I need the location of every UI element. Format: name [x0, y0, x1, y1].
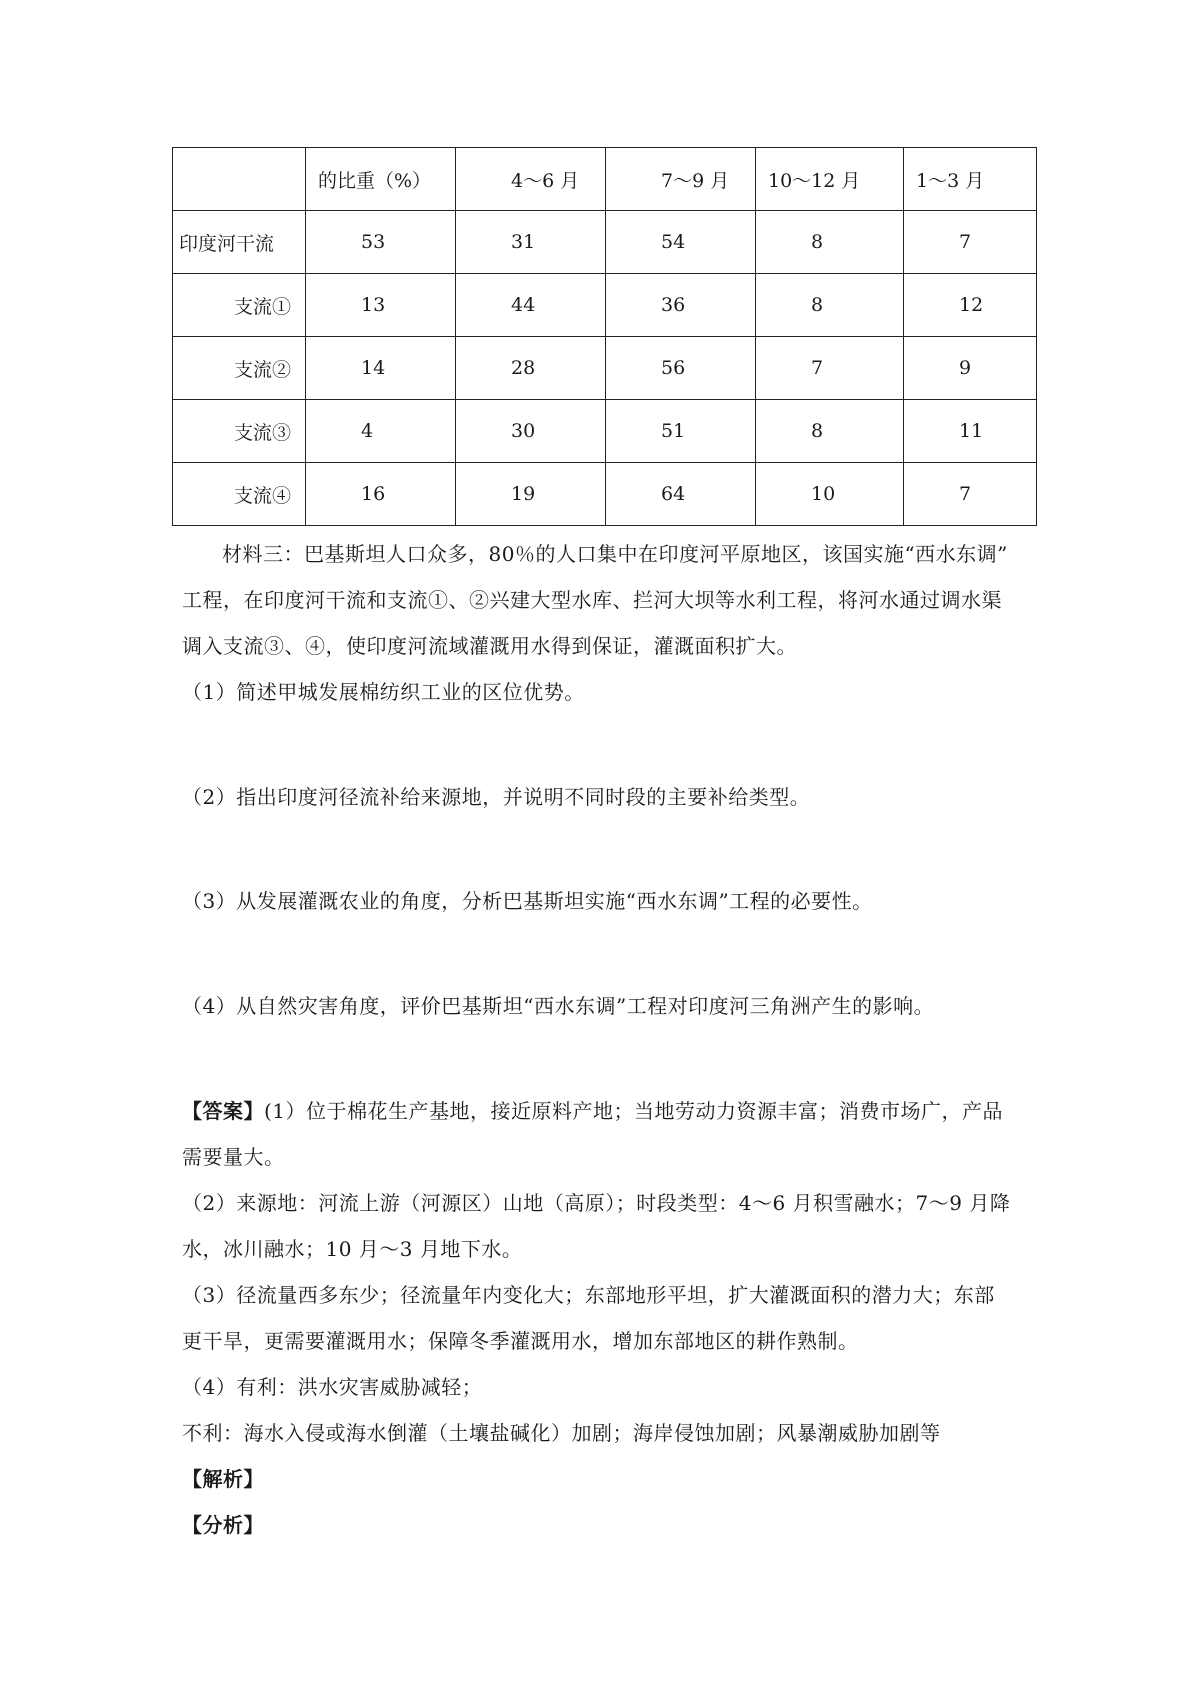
table-cell: 13 [306, 274, 456, 337]
table-row [173, 463, 1037, 526]
table-header-row [173, 148, 1037, 211]
table-cell: 44 [456, 274, 606, 337]
answer-text: (1）位于棉花生产基地，接近原料产地；当地劳动力资源丰富；消费市场广，产品 [264, 1099, 1004, 1123]
answer-line: （3）径流量西多东少；径流量年内变化大；东部地形平坦，扩大灌溉面积的潜力大；东部 [182, 1283, 995, 1307]
row-label: 支流④ [173, 463, 306, 526]
table-header-cell: 10～12 月 [756, 148, 904, 211]
table-cell: 54 [606, 211, 756, 274]
table-row [173, 337, 1037, 400]
table-cell: 11 [904, 400, 1037, 463]
table-row [173, 211, 1037, 274]
table-cell: 9 [904, 337, 1037, 400]
table-row [173, 274, 1037, 337]
row-label: 支流① [173, 274, 306, 337]
answer-line: 水，冰川融水；10 月～3 月地下水。 [182, 1237, 523, 1261]
question-2: （2）指出印度河径流补给来源地，并说明不同时段的主要补给类型。 [182, 785, 811, 809]
row-label: 支流③ [173, 400, 306, 463]
analysis-label: 【解析】 [182, 1467, 264, 1491]
material3-line: 工程，在印度河干流和支流①、②兴建大型水库、拦河大坝等水利工程，将河水通过调水渠 [182, 588, 1002, 612]
runoff-table [172, 147, 1037, 526]
answer-line: 不利：海水入侵或海水倒灌（土壤盐碱化）加剧；海岸侵蚀加剧；风暴潮威胁加剧等 [182, 1421, 941, 1445]
table-cell: 28 [456, 337, 606, 400]
table-cell: 7 [904, 463, 1037, 526]
table-cell: 53 [306, 211, 456, 274]
table-header-cell: 7～9 月 [606, 148, 756, 211]
table-cell: 16 [306, 463, 456, 526]
table-cell: 12 [904, 274, 1037, 337]
fenxi-label: 【分析】 [182, 1513, 264, 1537]
row-label: 印度河干流 [173, 211, 306, 274]
table-header-cell: 的比重（%） [306, 148, 456, 211]
table-cell: 10 [756, 463, 904, 526]
table-cell: 4 [306, 400, 456, 463]
answer-line: 更干旱，更需要灌溉用水；保障冬季灌溉用水，增加东部地区的耕作熟制。 [182, 1329, 859, 1353]
table-header-cell: 1～3 月 [904, 148, 1037, 211]
table-cell: 64 [606, 463, 756, 526]
answer-label: 【答案】 [182, 1099, 264, 1123]
answer-line: （2）来源地：河流上游（河源区）山地（高原）；时段类型：4～6 月积雪融水；7～9 月降 [182, 1191, 1011, 1215]
table-cell: 36 [606, 274, 756, 337]
material3-line: 材料三：巴基斯坦人口众多，80％的人口集中在印度河平原地区，该国实施“西水东调” [222, 542, 1008, 566]
table-cell: 30 [456, 400, 606, 463]
question-4: （4）从自然灾害角度，评价巴基斯坦“西水东调”工程对印度河三角洲产生的影响。 [182, 994, 935, 1018]
material3-line: 调入支流③、④，使印度河流域灌溉用水得到保证，灌溉面积扩大。 [182, 634, 797, 658]
table-cell: 14 [306, 337, 456, 400]
table-header-cell [173, 148, 306, 211]
table-cell: 7 [904, 211, 1037, 274]
table-cell: 8 [756, 211, 904, 274]
answer-line [182, 1092, 1027, 1130]
table-cell: 51 [606, 400, 756, 463]
answer-line: 需要量大。 [182, 1145, 285, 1169]
table-cell: 56 [606, 337, 756, 400]
table-cell: 8 [756, 274, 904, 337]
table-cell: 31 [456, 211, 606, 274]
table-cell: 7 [756, 337, 904, 400]
table-row [173, 400, 1037, 463]
answer-line: （4）有利：洪水灾害威胁减轻； [182, 1375, 483, 1399]
table-header-cell: 4～6 月 [456, 148, 606, 211]
table-cell: 19 [456, 463, 606, 526]
table-cell: 8 [756, 400, 904, 463]
question-1: （1）简述甲城发展棉纺织工业的区位优势。 [182, 680, 585, 704]
question-3: （3）从发展灌溉农业的角度，分析巴基斯坦实施“西水东调”工程的必要性。 [182, 889, 873, 913]
row-label: 支流② [173, 337, 306, 400]
